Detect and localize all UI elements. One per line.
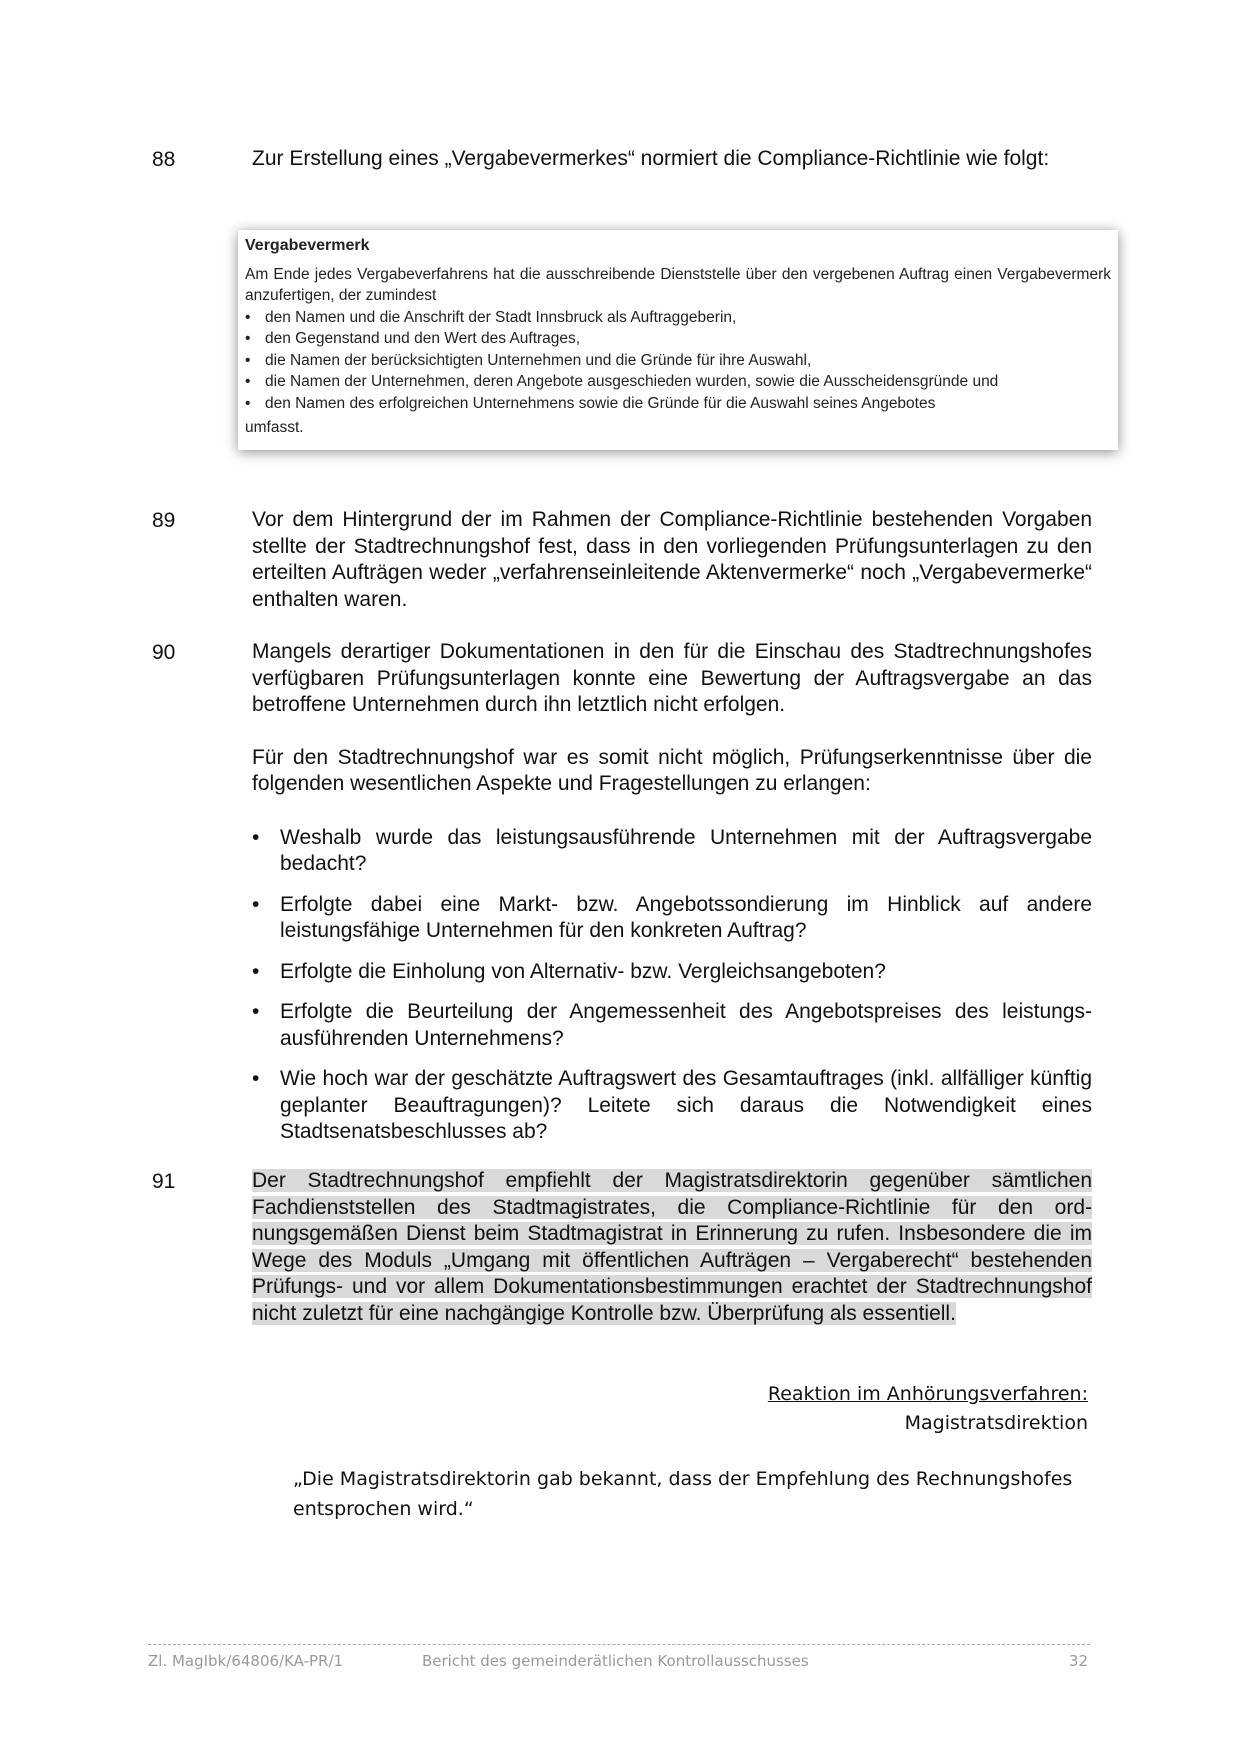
reaction-block: [768, 1380, 1088, 1438]
list-item: • Weshalb wurde das leistungsausführende Unternehmen mit der Auftragsvergabe bedacht?: [252, 825, 1092, 878]
page-number: 32: [1068, 1652, 1088, 1670]
paragraph-text: Mangels derartiger Dokumentationen in den für die Einschau des Stadtrechnungshofes verfügbaren Prüfungsunterlagen konnte eine Bewertung der Auftragsvergabe an das betroffene Unternehmen durch ihn letztlich nicht erfolgen.: [252, 640, 1092, 716]
list-item: • Erfolgte die Beurteilung der Angemessenheit des Angebotspreises des leistungsausführenden Unternehmens?: [252, 999, 1092, 1052]
paragraph-91: [152, 1168, 1092, 1327]
reaction-department: Magistratsdirektion: [904, 1412, 1088, 1434]
list-item: • die Namen der Unternehmen, deren Angebote ausgeschieden wurden, sowie die Ausscheidensgründe und: [245, 371, 1111, 393]
excerpt-intro: Am Ende jedes Vergabeverfahrens hat die ausschreibende Dienststelle über den vergebenen Auftrag einen Vergabevermerk anzufertigen, der zumindest: [245, 265, 1111, 304]
list-item: • Erfolgte dabei eine Markt- bzw. Angebotssondierung im Hinblick auf andere leistungsfähige Unternehmen für den konkreten Auftrag?: [252, 892, 1092, 945]
excerpt-outro: umfasst.: [245, 419, 304, 436]
list-item: • den Namen und die Anschrift der Stadt Innsbruck als Auftraggeberin,: [245, 307, 1111, 329]
paragraph-88: [152, 146, 1092, 173]
paragraph-89: [152, 507, 1092, 613]
list-item: • die Namen der berücksichtigten Unternehmen und die Gründe für ihre Auswahl,: [245, 350, 1111, 372]
paragraph-number: 89: [152, 509, 176, 532]
excerpt-title: Vergabevermerk: [245, 237, 370, 254]
paragraph-number: 88: [152, 148, 176, 171]
paragraph-number: 90: [152, 641, 176, 664]
paragraph-text: Zur Erstellung eines „Vergabevermerkes“ normiert die Compliance-Richtlinie wie folgt:: [252, 147, 1050, 170]
paragraph-number: 91: [152, 1170, 176, 1193]
list-item: • Wie hoch war der geschätzte Auftragswert des Gesamtauftrages (inkl. allfälliger künftig geplanter Beauftragungen)? Leitete sich daraus die Notwendigkeit eines Stadtsenatsbeschlusses ab?: [252, 1066, 1092, 1146]
footer-reference: Zl. MagIbk/64806/KA-PR/1: [148, 1652, 344, 1670]
reaction-quote: „Die Magistratsdirektorin gab bekannt, dass der Empfehlung des Rechnungshofes entsprochen wird.“: [293, 1468, 1073, 1520]
list-item: • den Gegenstand und den Wert des Auftrages,: [245, 328, 1111, 350]
paragraph-90: [152, 639, 1092, 1160]
reaction-heading: Reaktion im Anhörungsverfahren:: [767, 1383, 1088, 1405]
highlighted-recommendation: Der Stadtrechnungshof empfiehlt der Magistratsdirektorin gegenüber sämtlichen Fachdienststellen des Stadtmagistrates, die Compliance-Richtlinie für den ordnungsgemäßen Dienst beim Stadtmagistrat in Erinnerung zu rufen. Insbesondere die im Wege des Moduls „Umgang mit öffentlichen Aufträgen – Vergaberecht“ bestehenden Prüfungs- und vor allem Dokumentationsbestimmungen erachtet der Stadtrechnungshof nicht zuletzt für eine nachgängige Kontrolle bzw. Überprüfung als essentiell.: [252, 1169, 1092, 1325]
paragraph-text: Vor dem Hintergrund der im Rahmen der Compliance-Richtlinie bestehenden Vorgaben stellte der Stadtrechnungshof fest, dass in den vorliegenden Prüfungsunterlagen zu den erteilten Aufträgen weder „verfahrenseinleitende Aktenvermerke“ noch „Vergabevermerke“ enthalten waren.: [252, 508, 1092, 611]
excerpt-list: [245, 307, 1111, 415]
footer-title: Bericht des gemeinderätlichen Kontrollausschusses: [422, 1652, 809, 1670]
excerpt-box: [238, 230, 1118, 450]
list-item: • Erfolgte die Einholung von Alternativ- bzw. Vergleichsangeboten?: [252, 959, 1092, 986]
list-item: • den Namen des erfolgreichen Unternehmens sowie die Gründe für die Auswahl seines Angebotes: [245, 393, 1111, 415]
paragraph-text: Für den Stadtrechnungshof war es somit nicht möglich, Prüfungserkenntnisse über die folgenden wesentlichen Aspekte und Fragestellungen zu erlangen:: [252, 745, 1092, 795]
question-list: [252, 825, 1092, 1146]
footer-divider: [148, 1644, 1090, 1645]
